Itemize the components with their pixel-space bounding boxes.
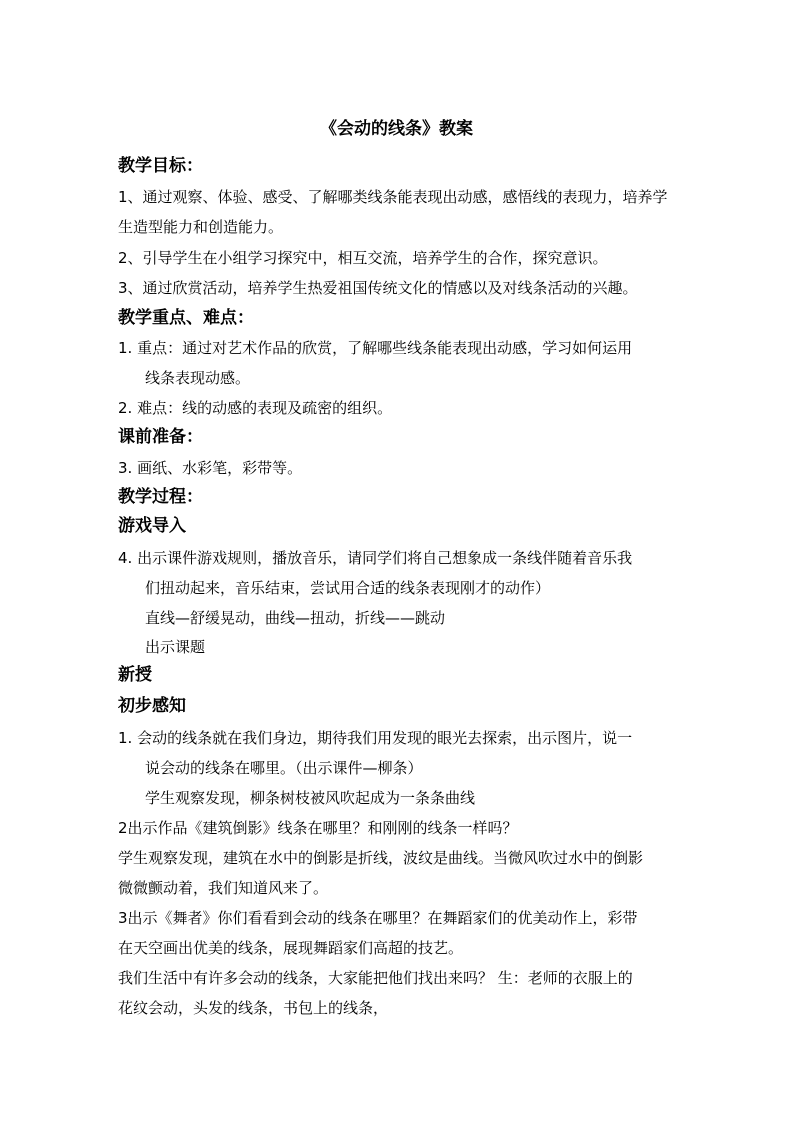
goal-line: 3、通过欣赏活动，培养学生热爱祖国传统文化的情感以及对线条活动的兴趣。: [118, 279, 638, 297]
goals-heading: 教学目标：: [118, 156, 203, 176]
perceive-line: 花纹会动，头发的线条，书包上的线条，: [118, 999, 389, 1017]
game-line: 们扭动起来，音乐结束，尝试用合适的线条表现刚才的动作）: [145, 579, 551, 597]
perceive-line: 微微颤动着，我们知道风来了。: [118, 879, 329, 897]
prep-line: 3. 画纸、水彩笔，彩带等。: [118, 459, 303, 477]
perceive-line: 3出示《舞者》你们看看到会动的线条在哪里？在舞蹈家们的优美动作上，彩带: [118, 909, 638, 927]
game-line: 出示课题: [145, 638, 206, 656]
page-title: 《会动的线条》教案: [320, 119, 473, 139]
keypoints-heading: 教学重点、难点：: [118, 308, 254, 328]
perceive-line: 我们生活中有许多会动的线条，大家能把他们找出来吗？ 生：老师的衣服上的: [118, 969, 633, 987]
game-line: 4. 出示课件游戏规则，播放音乐，请同学们将自己想象成一条线伴随着音乐我: [118, 549, 633, 567]
perceive-line: 学生观察发现，建筑在水中的倒影是折线，波纹是曲线。当微风吹过水中的倒影: [118, 849, 644, 867]
perceive-line: 学生观察发现，柳条树枝被风吹起成为一条条曲线: [145, 789, 476, 807]
goal-line: 1、通过观察、体验、感受、了解哪类线条能表现出动感，感悟线的表现力，培养学: [118, 188, 668, 206]
process-heading: 教学过程：: [118, 487, 203, 507]
goal-line: 2、引导学生在小组学习探究中，相互交流，培养学生的合作，探究意识。: [118, 249, 608, 267]
perceive-line: 1. 会动的线条就在我们身边，期待我们用发现的眼光去探索，出示图片，说一: [118, 729, 633, 747]
perceive-heading: 初步感知: [118, 696, 186, 716]
perceive-line: 2出示作品《建筑倒影》线条在哪里？和刚刚的线条一样吗？: [118, 819, 518, 837]
perceive-line: 在天空画出优美的线条，展现舞蹈家们高超的技艺。: [118, 939, 464, 957]
prep-heading: 课前准备：: [118, 427, 203, 447]
game-line: 直线—舒缓晃动，曲线—扭动，折线——跳动: [145, 609, 446, 627]
keypoint-line: 线条表现动感。: [145, 369, 251, 387]
goal-line: 生造型能力和创造能力。: [118, 218, 284, 236]
new-lesson-heading: 新授: [118, 665, 152, 685]
keypoint-line: 1. 重点：通过对艺术作品的欣赏，了解哪些线条能表现出动感，学习如何运用: [118, 339, 633, 357]
keypoint-line: 2. 难点：线的动感的表现及疏密的组织。: [118, 399, 393, 417]
perceive-line: 说会动的线条在哪里。（出示课件—柳条）: [145, 759, 423, 777]
game-heading: 游戏导入: [118, 516, 186, 536]
